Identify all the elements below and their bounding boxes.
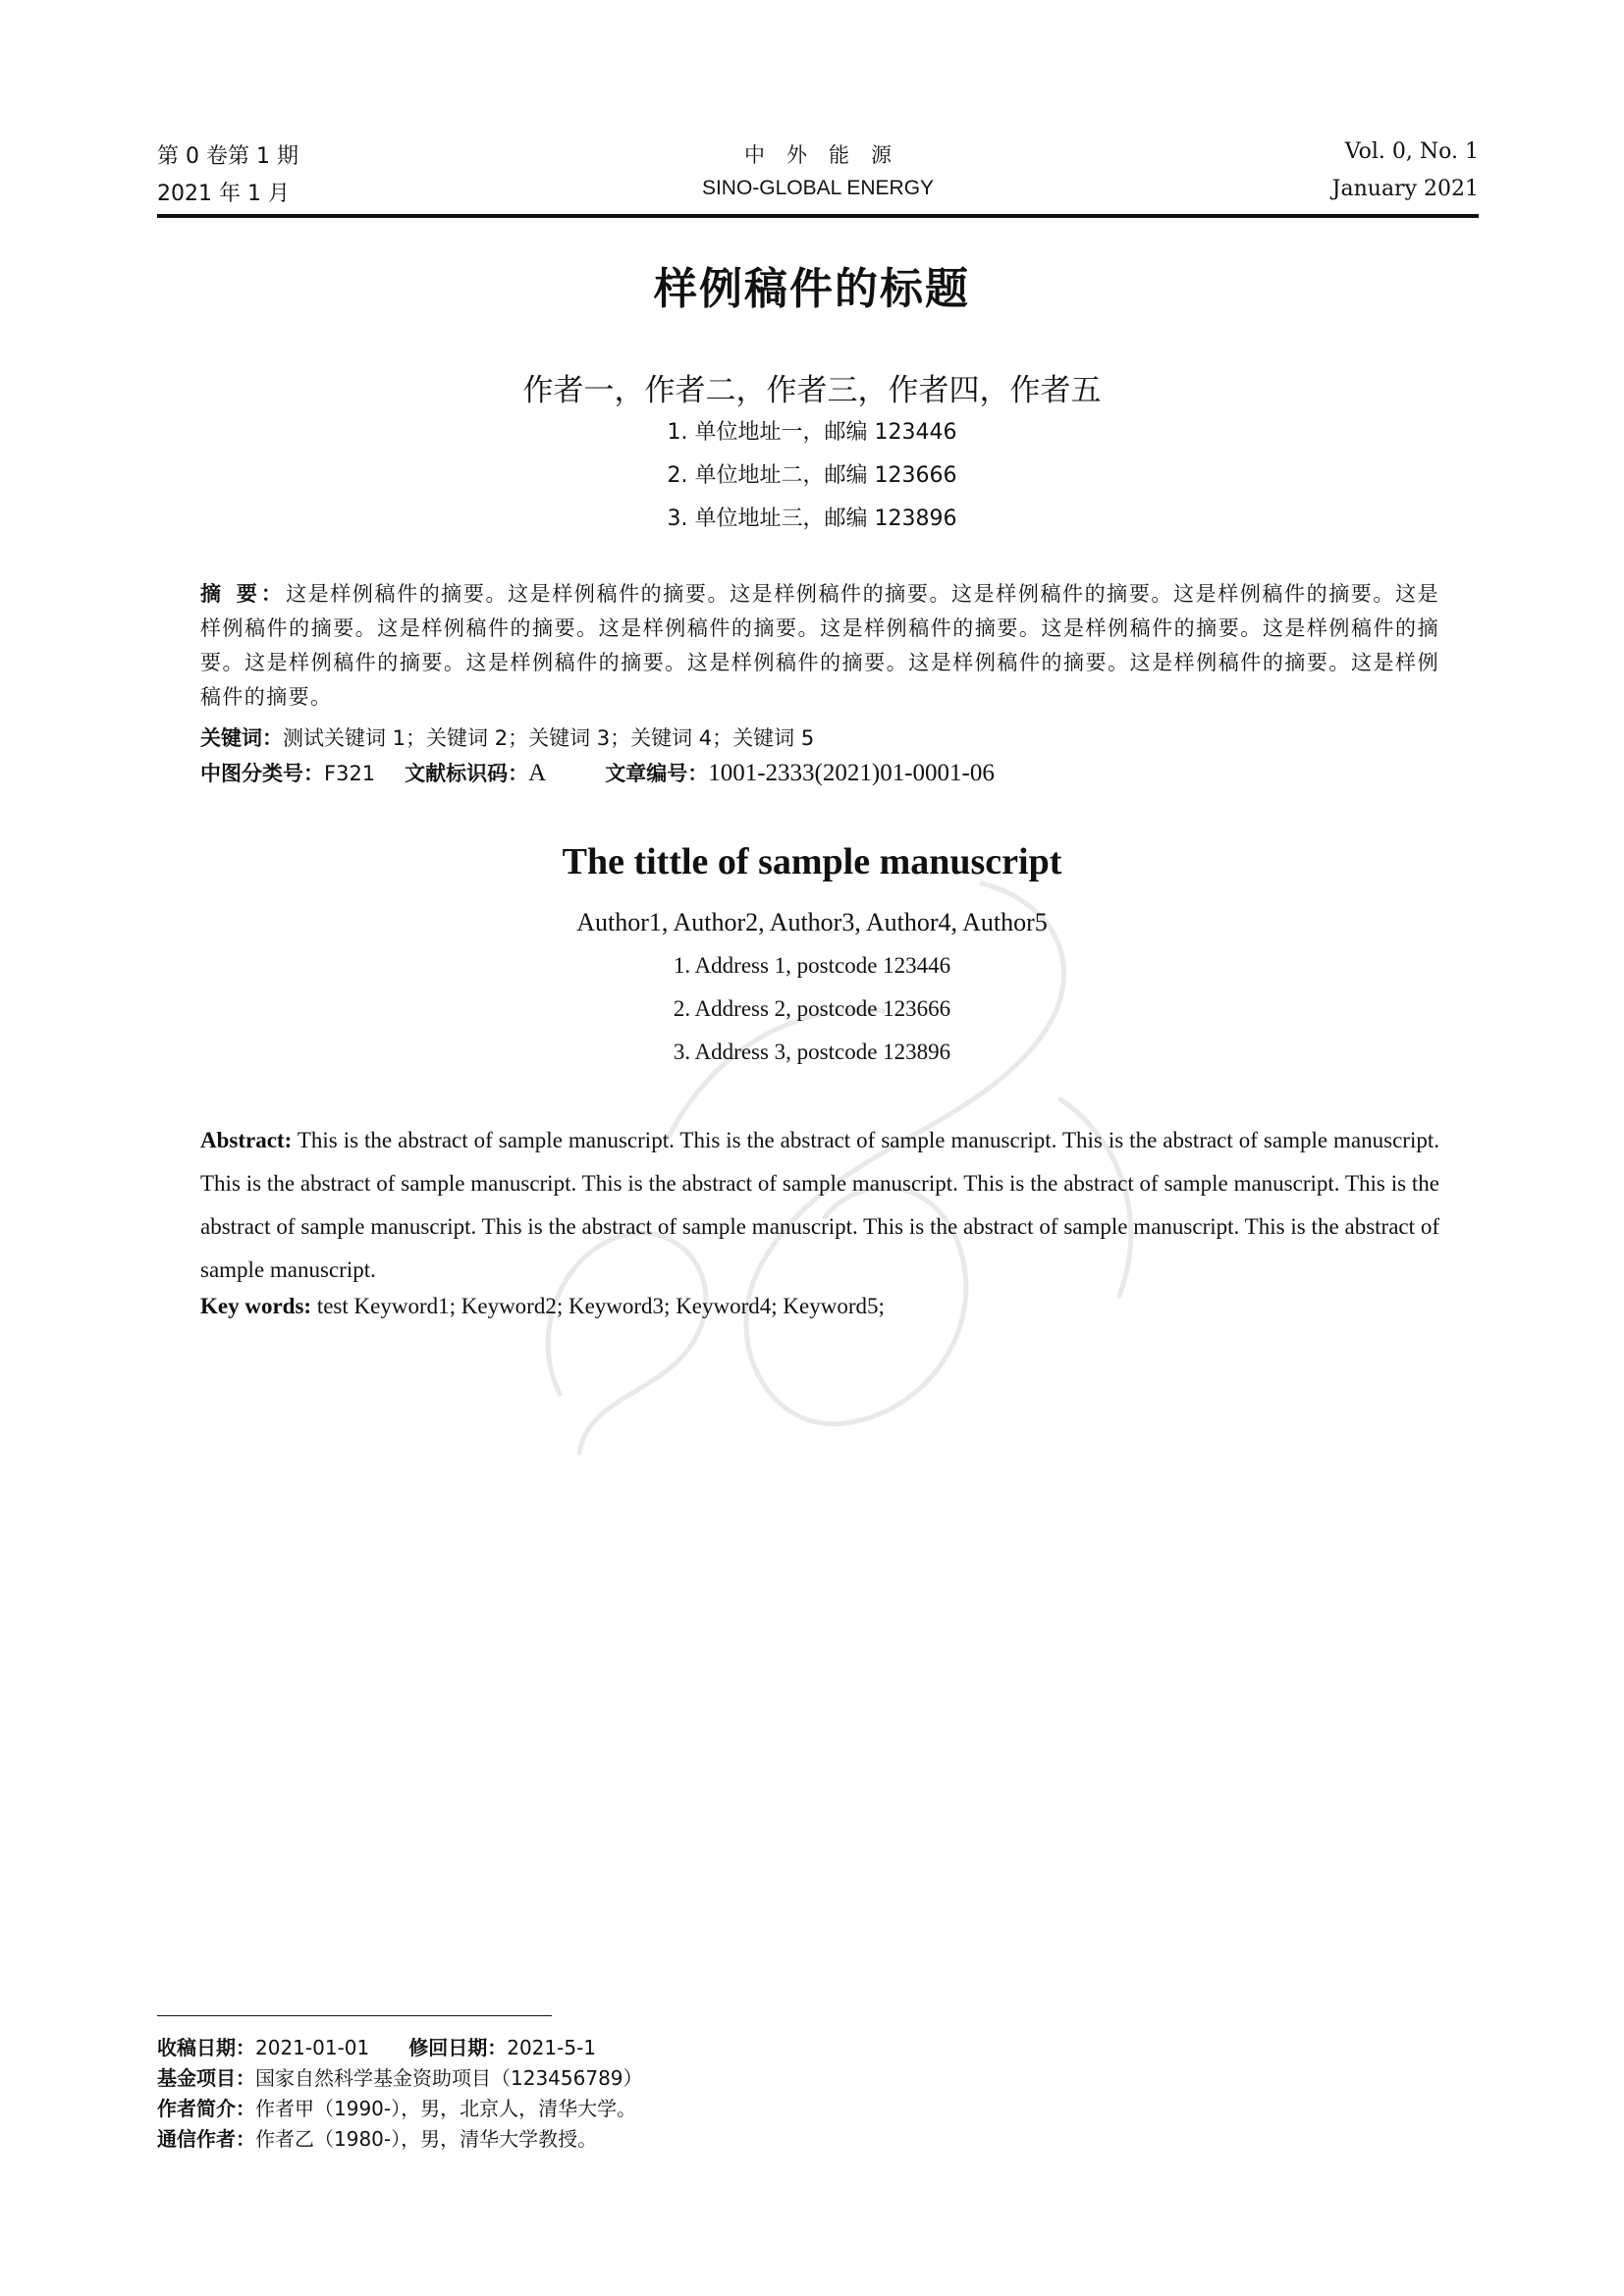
chinese-keywords-label: 关键词： — [200, 726, 283, 750]
volume-issue-cn: 第 0 卷第 1 期 — [157, 144, 298, 169]
english-title: The tittle of sample manuscript — [562, 841, 1062, 882]
journal-name-en: SINO-GLOBAL ENERGY — [701, 177, 935, 199]
author-bio-value: 作者甲（1990-），男，北京人，清华大学。 — [255, 2097, 637, 2120]
english-abstract — [200, 1119, 1439, 1292]
footnote-author-bio — [157, 2093, 636, 2121]
chinese-keywords — [200, 722, 814, 752]
article-no-label: 文章编号： — [605, 762, 709, 785]
running-header-row-2 — [157, 177, 1479, 216]
corresponding-author-value: 作者乙（1980-），男，清华大学教授。 — [255, 2127, 598, 2151]
chinese-affiliation: 3. 单位地址三，邮编 123896 — [667, 507, 957, 531]
running-header-row-1 — [157, 139, 1479, 179]
footnote-corresponding-author — [157, 2123, 597, 2152]
received-label: 收稿日期： — [157, 2036, 255, 2059]
footnote-rule — [157, 2015, 552, 2016]
doc-code-value: A — [528, 760, 547, 786]
revised-label: 修回日期： — [408, 2036, 508, 2059]
chinese-abstract-label: 摘 要： — [200, 582, 287, 606]
english-affiliation: 2. Address 2, postcode 123666 — [673, 996, 951, 1021]
fund-label: 基金项目： — [157, 2066, 255, 2090]
classification-line — [200, 758, 995, 787]
issue-date-cn: 2021 年 1 月 — [157, 182, 290, 206]
revised-value: 2021-5-1 — [507, 2036, 597, 2059]
corresponding-author-label: 通信作者： — [157, 2127, 255, 2151]
fund-value: 国家自然科学基金资助项目（123456789） — [255, 2066, 643, 2090]
english-abstract-text: This is the abstract of sample manuscript. This is the abstract of sample manuscript. This is the abstract of sample manuscript. This is the abstract of sample manuscript. This is the abstract of sample manuscript. This is the abstract of sample manuscript. This is the abstract of sample manuscript. This is the abstract of sample manuscript. This is the abstract of sample manuscript. This is the abstract of sample manuscript. — [200, 1128, 1439, 1282]
english-keywords — [200, 1294, 885, 1319]
author-bio-label: 作者简介： — [157, 2097, 255, 2120]
chinese-affiliation: 1. 单位地址一，邮编 123446 — [667, 420, 957, 445]
article-no-value: 1001-2333(2021)01-0001-06 — [708, 760, 995, 786]
english-authors: Author1, Author2, Author3, Author4, Author5 — [576, 908, 1048, 936]
journal-name-cn-wrap — [157, 139, 1479, 169]
chinese-abstract-text: 这是样例稿件的摘要。这是样例稿件的摘要。这是样例稿件的摘要。这是样例稿件的摘要。这是样例稿件的摘要。这是样例稿件的摘要。这是样例稿件的摘要。这是样例稿件的摘要。这是样例稿件的摘要。这是样例稿件的摘要。这是样例稿件的摘要。这是样例稿件的摘要。这是样例稿件的摘要。这是样例稿件的摘要。这是样例稿件的摘要。这是样例稿件的摘要。这是样例稿件的摘要。 — [200, 582, 1440, 709]
chinese-affiliation: 2. 单位地址二，邮编 123666 — [667, 463, 957, 488]
english-affiliation: 1. Address 1, postcode 123446 — [673, 953, 951, 978]
footnote-fund — [157, 2062, 643, 2091]
chinese-keywords-text: 测试关键词 1；关键词 2；关键词 3；关键词 4；关键词 5 — [283, 726, 815, 750]
english-keywords-text: test Keyword1; Keyword2; Keyword3; Keyword4; Keyword5; — [311, 1294, 885, 1318]
received-value: 2021-01-01 — [255, 2036, 370, 2059]
chinese-abstract — [200, 577, 1439, 715]
chinese-authors: 作者一，作者二，作者三，作者四，作者五 — [522, 373, 1102, 408]
clc-value: F321 — [324, 762, 376, 785]
clc-label: 中图分类号： — [200, 762, 324, 785]
issue-date-en: January 2021 — [1331, 177, 1479, 201]
english-abstract-label: Abstract: — [200, 1128, 293, 1152]
english-affiliation: 3. Address 3, postcode 123896 — [673, 1040, 951, 1064]
footnote-dates — [157, 2032, 596, 2060]
journal-name-cn: 中外能源 — [744, 143, 913, 167]
chinese-title: 样例稿件的标题 — [654, 264, 970, 314]
volume-issue-en: Vol. 0, No. 1 — [1344, 139, 1479, 164]
doc-code-label: 文献标识码： — [405, 762, 529, 785]
english-keywords-label: Key words: — [200, 1294, 312, 1318]
header-rule — [157, 214, 1479, 218]
